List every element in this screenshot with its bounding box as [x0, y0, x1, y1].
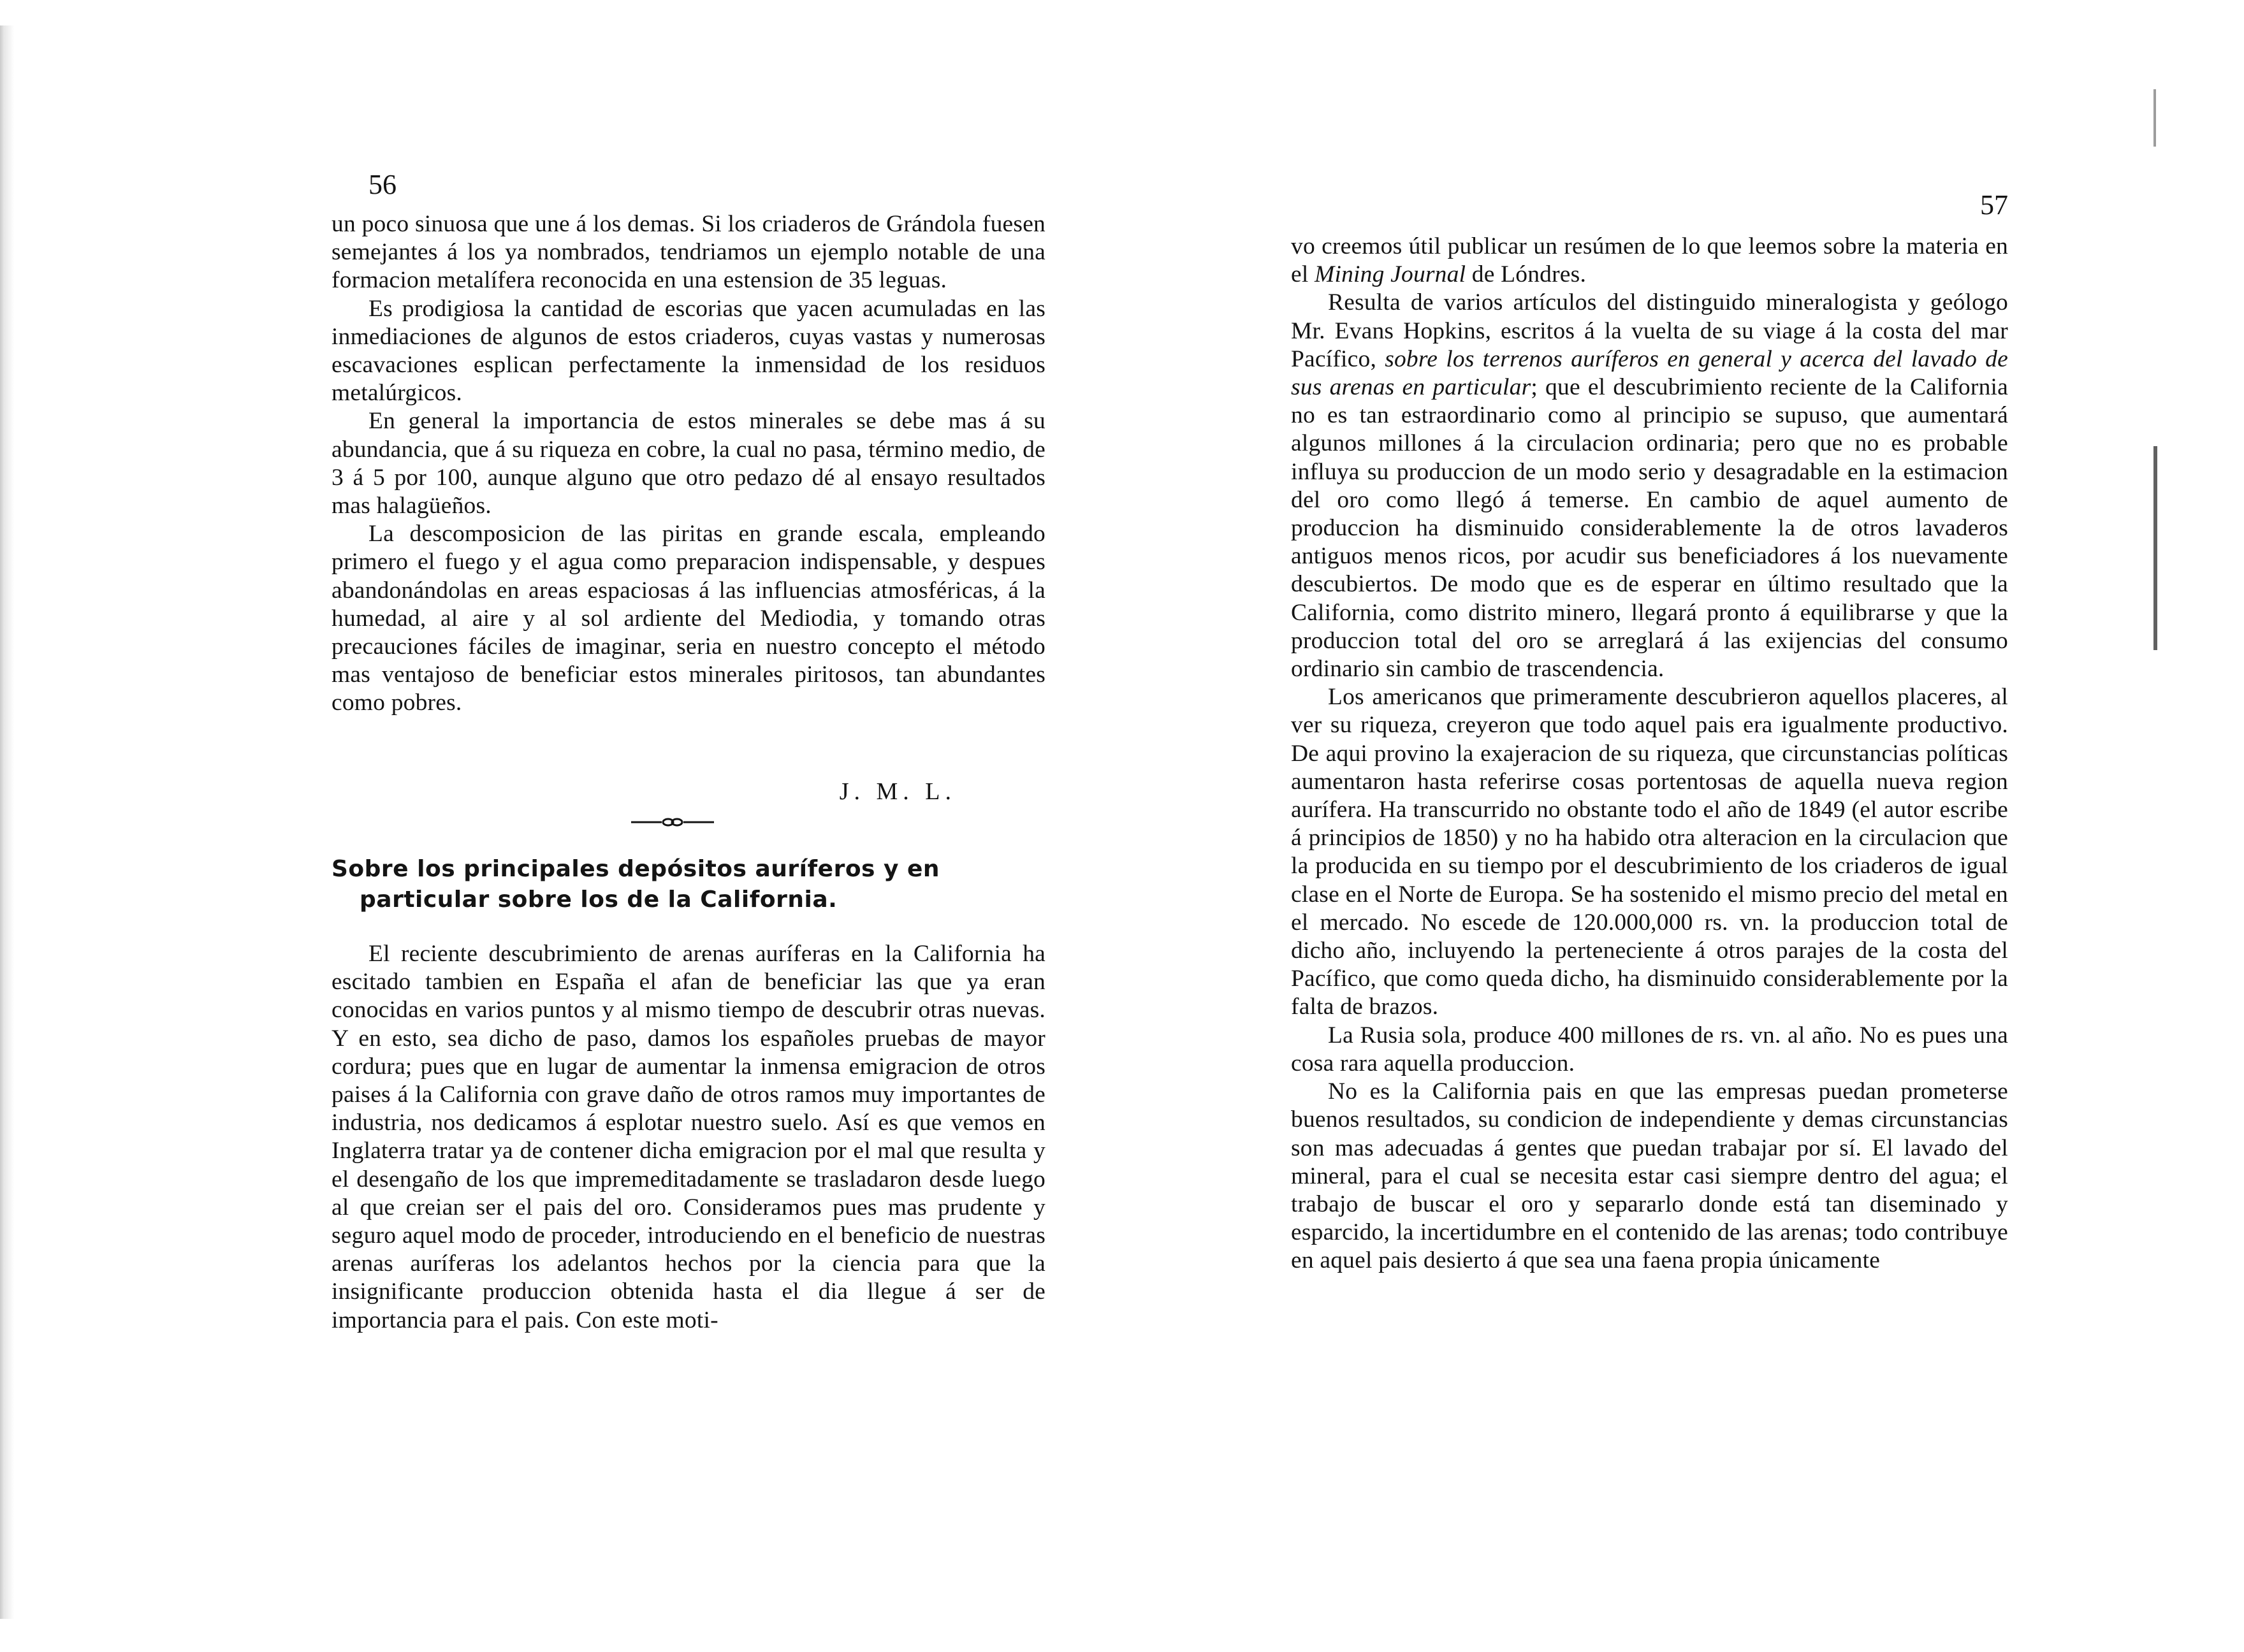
text-block-bottom — [332, 940, 1046, 1335]
paragraph: No es la California pais en que las empresas puedan prometerse buenos resultados, su condicion de independiente y demas circunstancias son mas adecuadas á gentes que puedan trabajar por sí. El lavado del mineral, para el cual se necesita estar casi siempre dentro del agua; el trabajo de buscar el oro y separarlo donde está tan diseminado y esparcido, la incertidumbre en el contenido de las arenas; todo contribuye en aquel pais desierto á que sea una faena propia únicamente — [1291, 1078, 2008, 1274]
text-run: ; que el descubrimiento reciente de la California no es tan estraordinario como al principio se supuso, que aumentará algunos millones á la circulacion ordinaria; pero que no es probable influya su produccion de un modo serio y desagradable en la estimacion del oro como llegó á temerse. En cambio de aquel aumento de produccion ha disminuido considerablemente la de otros lavaderos antiguos menos ricos, por acudir sus beneficiadores á los nuevamente descubiertos. De modo que es de esperar en último resultado que la California, como distrito minero, llegará pronto á equilibrarse y que la produccion total del oro se arreglará á las exijencias del consumo ordinario sin cambio de trascendencia. — [1291, 374, 2008, 683]
paragraph: En general la importancia de estos minerales se debe mas á su abundancia, que á su riqueza en cobre, la cual no pasa, término medio, de 3 á 5 por 100, aunque alguno que otro pedazo dé al ensayo resultados mas halagüeños. — [332, 408, 1046, 519]
paragraph: La descomposicion de las piritas en grande escala, empleando primero el fuego y el agua como preparacion indispensable, y despues abandonándolas en areas espaciosas á las influencias atmosféricas, á la humedad, al aire y al sol ardiente del Mediodia, y tomando otras precauciones fáciles de imaginar, seria en nuestro concepto el método mas ventajoso de beneficiar estos minerales piritosos, tan abundantes como pobres. — [332, 521, 1046, 716]
italic-title: Mining Journal — [1315, 261, 1466, 288]
edge-mark — [2153, 89, 2156, 147]
paragraph: Los americanos que primeramente descubrieron aquellos placeres, al ver su riqueza, creyeron que todo aquel pais era igualmente productivo. De aqui provino la exajeracion de su riqueza, que circunstancias políticas aumentaron hasta referirse cosas portentosas de aquella nueva region aurífera. Ha transcurrido no obstante todo el año de 1849 (el autor escribe á principios de 1850) y no ha habido otra alteracion en la circulacion que la producida en su tiempo por el descubrimiento de los criaderos de igual clase en el Norte de Europa. Se ha sostenido el mismo precio del metal en el mercado. No escede de 120.000,000 rs. vn. la produccion total de dicho año, incluyendo la perteneciente á otros parajes de la costa del Pacífico, que como queda dicho, ha disminuido considerablemente por la falta de brazos. — [1291, 684, 2008, 1020]
paragraph — [1291, 233, 2008, 289]
text-run: Resulta de varios artículos del distinguido mineralogista y geólogo Mr. Evans Hopkins, escritos á la vuelta de su viage á la costa del mar Pacífico, — [1291, 289, 2008, 372]
paragraph: La Rusia sola, produce 400 millones de rs. vn. al año. No es pues una cosa rara aquella produccion. — [1291, 1022, 2008, 1076]
paragraph — [1291, 289, 2008, 683]
binding-edge-shadow — [0, 25, 26, 1619]
ornament-divider — [631, 816, 714, 829]
italic-title: sobre los terrenos auríferos en general y acerca del lavado de sus arenas en particular — [1291, 345, 2008, 401]
page-number: 57 — [1980, 189, 2008, 221]
paragraph: un poco sinuosa que une á los demas. Si los criaderos de Grándola fuesen semejantes á los ya nombrados, tendriamos un ejemplo notable de una formacion metalífera reconocida en una estension de 35 leguas. — [332, 211, 1046, 294]
text-run: vo creemos útil publicar un resúmen de lo que leemos sobre la materia en el — [1291, 233, 2008, 288]
paragraph: El reciente descubrimiento de arenas auríferas en la California ha escitado tambien en España el afan de beneficiar las que ya eran conocidas en varios puntos y al mismo tiempo de descubrir otras nuevas. Y en esto, sea dicho de paso, damos los españoles pruebas de mayor cordura; pues que en lugar de aumentar la inmensa emigracion de otros paises á la California con grave daño de otros ramos muy importantes de industria, nos dedicamos á esplotar nuestro suelo. Así es que vemos en Inglaterra tratar ya de contener dicha emigracion por el mal que resulta y el desengaño de los que impremeditadamente se trasladaron desde luego al que creian ser el pais del oro. Consideramos pues mas prudente y seguro aquel modo de proceder, introduciendo en el beneficio de nuestras arenas auríferas los adelantos hechos por la ciencia para que la insignificante produccion obtenida hasta el dia llegue á ser de importancia para el pais. Con este moti- — [332, 941, 1046, 1333]
text-block-top — [332, 210, 1046, 718]
text-run: de Lóndres. — [1466, 261, 1587, 288]
section-heading-line: particular sobre los de la California. — [360, 887, 838, 913]
page-number: 56 — [368, 169, 397, 200]
paragraph: Es prodigiosa la cantidad de escorias que yacen acumuladas en las inmediaciones de algunos de estos criaderos, cuyas vastas y numerosas escavaciones esplican perfectamente la inmensidad de los residuos metalúrgicos. — [332, 295, 1046, 407]
section-heading — [332, 854, 1033, 915]
text-block — [1291, 233, 2008, 1275]
section-heading-line: Sobre los principales depósitos auríferos y en — [332, 856, 940, 882]
edge-mark — [2153, 446, 2157, 650]
author-signature: J. M. L. — [839, 778, 956, 805]
